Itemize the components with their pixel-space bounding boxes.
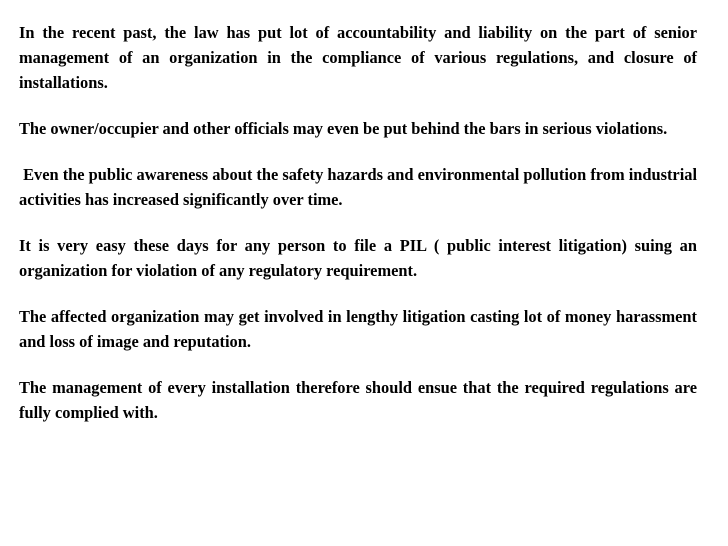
paragraph-violations: The owner/occupier and other officials may even be put behind the bars in serious violations. — [19, 119, 668, 138]
slide-body — [19, 20, 702, 446]
paragraph-public-awareness: Even the public awareness about the safety hazards and environmental pollution from industrial activities has increased significantly over time. — [19, 165, 702, 209]
paragraph-pil: It is very easy these days for any person to file a PIL ( public interest litigation) suing an organization for violation of any regulatory requirement. — [19, 236, 702, 280]
paragraph-compliance: The management of every installation therefore should ensue that the required regulations are fully complied with. — [19, 378, 702, 422]
paragraph-accountability: In the recent past, the law has put lot of accountability and liability on the part of senior management of an organization in the compliance of various regulations, and closure of installations. — [19, 23, 702, 92]
paragraph-litigation: The affected organization may get involved in lengthy litigation casting lot of money harassment and loss of image and reputation. — [19, 307, 702, 351]
